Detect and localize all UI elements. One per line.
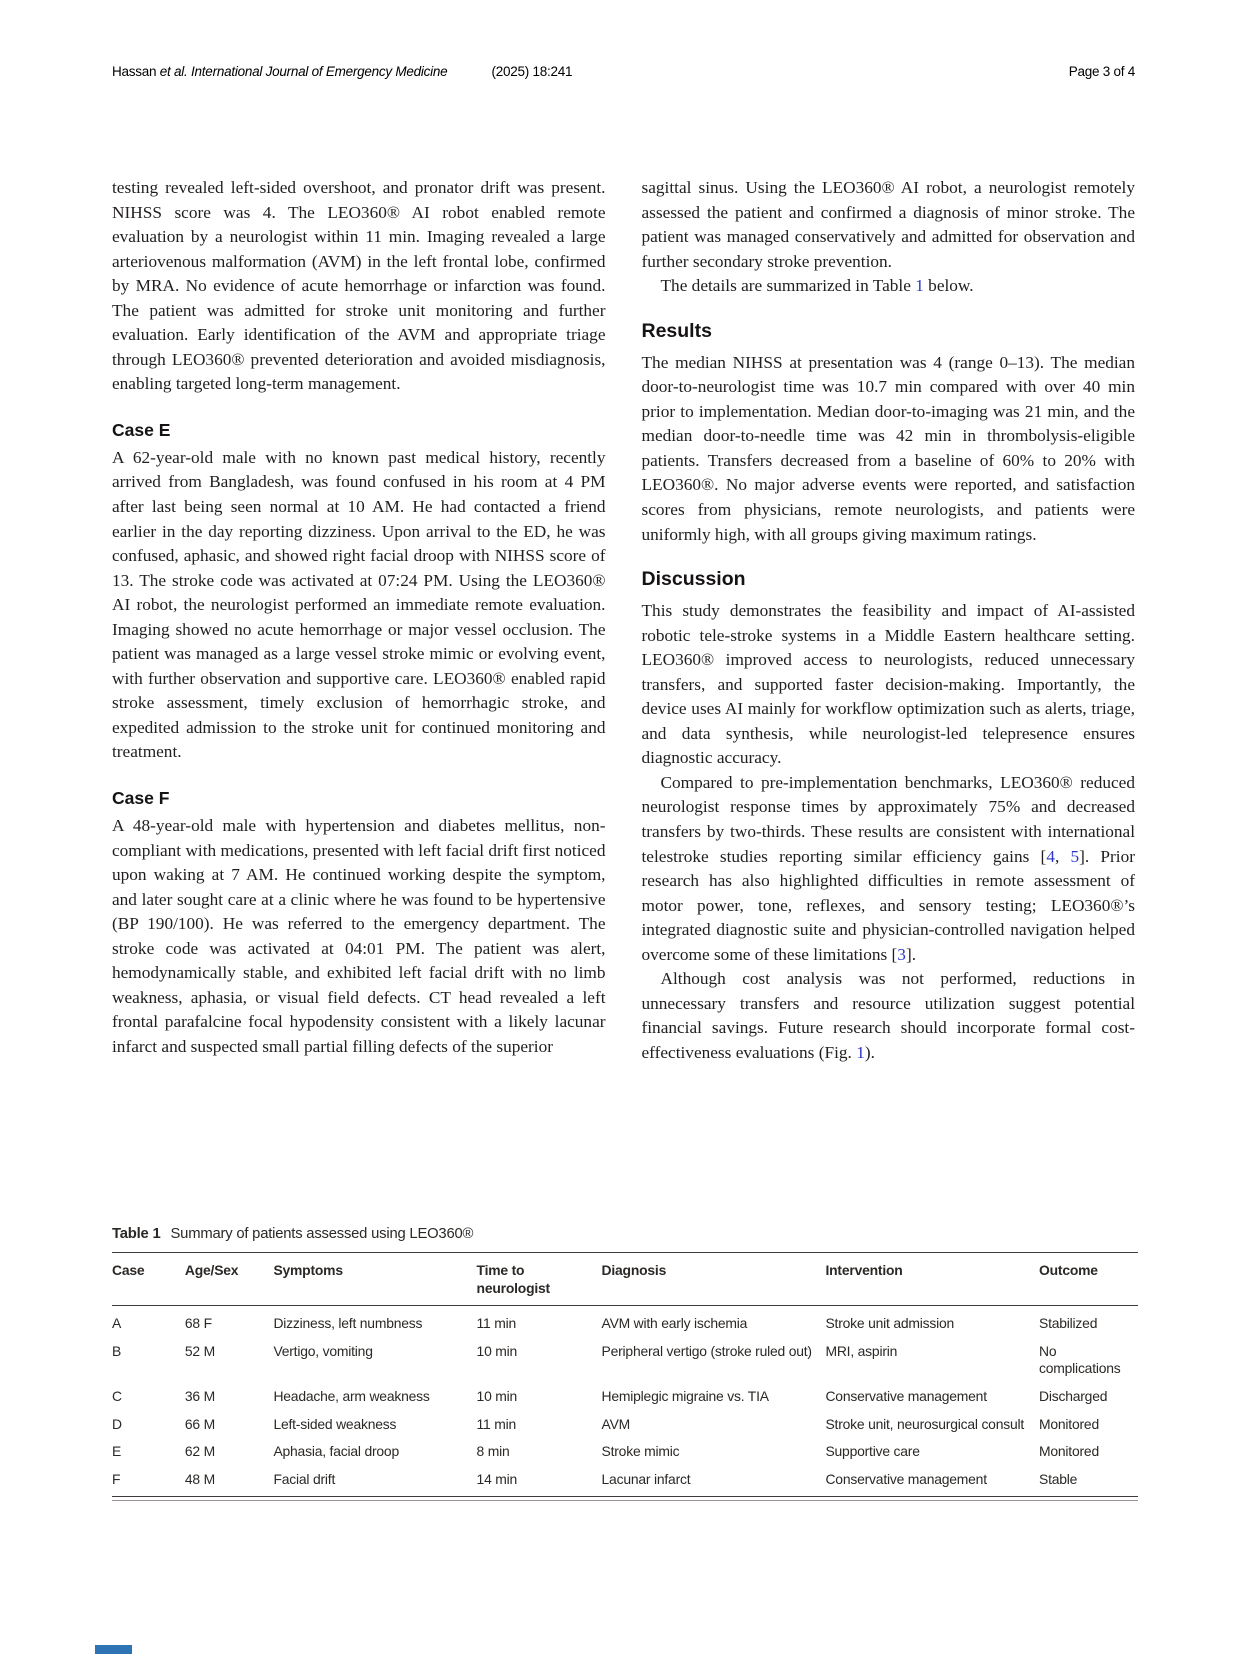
case-e-paragraph: A 62-year-old male with no known past medical history, recently arrived from Bangladesh, was found confused in his room at 4 PM after last being seen normal at 10 AM. He had contacted a friend earlier in the day reporting dizziness. Upon arrival to the ED, he was confused, aphasic, and showed right facial droop with NIHSS score of 13. The stroke code was activated at 07:24 PM. Using the LEO360® AI robot, the neurologist performed an immediate remote evaluation. Imaging showed no acute hemorrhage or major vessel occlusion. The patient was managed as a large vessel stroke mimic or evolving event, with further observation and supportive care. LEO360® enabled rapid stroke assessment, timely exclusion of hemorrhagic stroke, and expedited admission to the stroke unit for continued monitoring and treatment. — [112, 447, 606, 762]
left-column — [112, 176, 606, 1066]
table-column-header: Diagnosis — [602, 1253, 826, 1306]
text-segment: ]. Prior research has also highlighted difficulties in remote assessment of motor power, tone, reflexes, and sensory testing; LEO360®’s integrated diagnostic suite and physician-controlled navigation helped overcome some of these limitations [ — [641, 846, 1135, 964]
case-f-paragraph: A 48-year-old male with hypertension and diabetes mellitus, non-compliant with medications, presented with left facial drift first noticed upon waking at 7 AM. He continued working despite the symptom, and later sought care at a clinic where he was found to be hypertensive (BP 190/100). He was referred to the emergency department. The stroke code was activated at 04:01 PM. The patient was alert, hemodynamically stable, and exhibited left facial drift with no limb weakness, aphasia, or visual field defects. CT head revealed a left frontal parafalcine focal hypodensity consistent with a likely lacunar infarct and suspected small partial filling defects of the superior — [112, 816, 606, 1056]
table-cell: Left-sided weakness — [273, 1415, 397, 1432]
citation-link[interactable]: 3 — [897, 944, 906, 964]
table-cell: Lacunar infarct — [602, 1466, 826, 1497]
table-column-header: Intervention — [825, 1253, 1039, 1306]
table-cell: Stroke mimic — [601, 1443, 680, 1460]
table-cell: Stroke unit, neurosurgical consult — [825, 1415, 1025, 1432]
table-cell: D — [112, 1415, 122, 1432]
table-cell: 10 min — [476, 1387, 518, 1404]
discussion-paragraph-3 — [642, 967, 1136, 1065]
table-cell: F — [112, 1466, 185, 1497]
discussion-paragraph-1: This study demonstrates the feasibility and impact of AI-assisted robotic tele-stroke systems in a Middle Eastern healthcare setting. LEO360® improved access to neurologists, reduced unnecessary transfers, and supported faster decision-making. Importantly, the device uses AI mainly for workflow optimization such as alerts, triage, and data synthesis, while neurologist-led telepresence ensures diagnostic accuracy. — [641, 601, 1135, 768]
header-journal-title: et al. International Journal of Emergency Medicine — [159, 64, 448, 79]
table-cell: Supportive care — [825, 1443, 920, 1460]
table-column-header: Case — [112, 1253, 185, 1306]
results-paragraph: The median NIHSS at presentation was 4 (range 0–13). The median door-to-neurologist time was 10.7 min compared with over 40 min prior to implementation. Median door-to-imaging was 21 min, and the median door-to-needle time was 42 min in thrombolysis-eligible patients. Transfers decreased from a baseline of 60% to 20% with LEO360®. No major adverse events were reported, and satisfaction scores from physicians, remote neurologists, and patients were uniformly high, with all groups giving maximum ratings. — [641, 352, 1135, 544]
table-row — [112, 1306, 1138, 1338]
table-cell: 68 F — [184, 1315, 212, 1332]
discussion-paragraph-2 — [642, 771, 1136, 967]
text-segment: ]. — [905, 944, 917, 964]
discussion-heading: Discussion — [641, 568, 746, 591]
table-body — [112, 1306, 1138, 1497]
table-cell: Stable — [1039, 1466, 1138, 1497]
table-row — [112, 1411, 1138, 1439]
table-column-header: Age/Sex — [185, 1253, 274, 1306]
table-cell: AVM with early ischemia — [601, 1315, 748, 1332]
table-column-header: Time to neurologist — [477, 1253, 602, 1306]
results-heading: Results — [641, 319, 712, 342]
header-page-number: Page 3 of 4 — [1068, 64, 1135, 79]
table-cell: MRI, aspirin — [825, 1342, 898, 1359]
table-cell: Vertigo, vomiting — [273, 1342, 373, 1359]
table-cell: Monitored — [1039, 1415, 1099, 1432]
citation-link[interactable]: 1 — [915, 276, 924, 296]
citation-link[interactable]: 5 — [1070, 846, 1080, 866]
table-head-row — [112, 1253, 1138, 1306]
table-cell: No complications — [1039, 1342, 1121, 1377]
table-head — [112, 1253, 1138, 1306]
header-volume-citation: (2025) 18:241 — [491, 64, 573, 79]
table-cell: 62 M — [184, 1443, 215, 1460]
table-column-header: Outcome — [1039, 1253, 1138, 1306]
next-figure-fragment — [95, 1645, 132, 1654]
header-authors: Hassan — [112, 64, 160, 79]
table-label: Table 1 — [112, 1226, 161, 1242]
table-column-header: Symptoms — [273, 1253, 476, 1306]
table-row — [112, 1338, 1138, 1383]
text-segment: Although cost analysis was not performed, reductions in unnecessary transfers and resource utilization suggest potential financial savings. Future research should incorporate formal cost-effectiveness evaluations (Fig. — [641, 969, 1135, 1062]
case-f-heading: Case F — [112, 788, 170, 809]
table-cell: Monitored — [1039, 1443, 1099, 1460]
table-cell: Facial drift — [273, 1466, 476, 1497]
table-cell: B — [112, 1342, 122, 1359]
table-cell: Stroke unit admission — [825, 1315, 955, 1332]
table-caption-text: Summary of patients assessed using LEO360® — [170, 1226, 474, 1242]
text-segment: , — [1054, 846, 1071, 866]
body-paragraph-continuation: sagittal sinus. Using the LEO360® AI robot, a neurologist remotely assessed the patient and confirmed a diagnosis of minor stroke. The patient was managed conservatively and admitted for observation and further secondary stroke prevention. — [641, 178, 1135, 271]
table-1-section — [112, 1226, 1138, 1501]
table-row — [112, 1438, 1138, 1466]
table-cell: AVM — [601, 1415, 631, 1432]
table-cell: Conservative management — [825, 1466, 1039, 1497]
text-segment: ). — [864, 1042, 875, 1062]
table-cell: 36 M — [184, 1387, 215, 1404]
table-cell: 14 min — [477, 1466, 602, 1497]
table-cell: 11 min — [476, 1315, 517, 1332]
table-cell: Hemiplegic migraine vs. TIA — [601, 1387, 769, 1404]
table-caption — [112, 1226, 1138, 1253]
case-e-heading: Case E — [112, 419, 171, 440]
summary-table — [112, 1253, 1138, 1497]
header-citation-line — [112, 64, 572, 79]
table-cell: Dizziness, left numbness — [273, 1315, 423, 1332]
text-segment: Compared to pre-implementation benchmarks, LEO360® reduced neurologist response times by approximately 75% and decreased transfers by two-thirds. These results are consistent with international telestroke studies reporting similar efficiency gains [ — [641, 772, 1135, 866]
table-cell: C — [112, 1387, 122, 1404]
table-cell: Discharged — [1039, 1387, 1108, 1404]
text-segment: below. — [923, 276, 974, 296]
table-row — [112, 1383, 1138, 1411]
table-cell: 48 M — [185, 1466, 274, 1497]
table-bottom-rule — [112, 1497, 1138, 1501]
table-cell: 52 M — [184, 1342, 215, 1359]
table-cell: A — [112, 1315, 122, 1332]
table-cell: Aphasia, facial droop — [273, 1443, 399, 1460]
two-column-body — [112, 176, 1135, 1066]
table-cell: 11 min — [476, 1415, 517, 1432]
table-cell: Peripheral vertigo (stroke ruled out) — [601, 1342, 812, 1359]
table-cell: Stabilized — [1039, 1315, 1098, 1332]
table-reference-paragraph — [642, 274, 1136, 299]
text-segment: The details are summarized in Table — [660, 276, 916, 296]
table-cell: 66 M — [184, 1415, 215, 1432]
table-cell: 8 min — [476, 1443, 510, 1460]
citation-link[interactable]: 4 — [1046, 846, 1055, 866]
table-cell: Headache, arm weakness — [273, 1387, 430, 1404]
table-cell: E — [112, 1443, 122, 1460]
body-paragraph-continuation: testing revealed left-sided overshoot, and pronator drift was present. NIHSS score was 4. The LEO360® AI robot enabled remote evaluation by a neurologist within 11 min. Imaging revealed a large arteriovenous malformation (AVM) in the left frontal lobe, confirmed by MRA. No evidence of acute hemorrhage or infarction was found. The patient was admitted for stroke unit monitoring and further evaluation. Early identification of the AVM and appropriate triage through LEO360® prevented deterioration and avoided misdiagnosis, enabling targeted long-term management. — [112, 178, 606, 394]
page-header — [112, 64, 1135, 79]
right-column — [642, 176, 1136, 1066]
citation-link[interactable]: 1 — [856, 1042, 865, 1062]
table-row — [112, 1466, 1138, 1497]
table-cell: 10 min — [476, 1342, 518, 1359]
table-cell: Conservative management — [825, 1387, 987, 1404]
